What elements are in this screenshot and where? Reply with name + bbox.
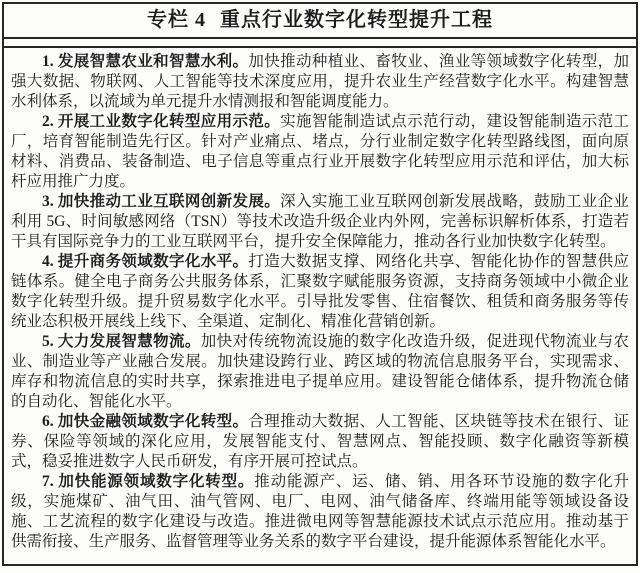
paragraph-text: 深入实施工业互联网创新发展战略，鼓励工业企业利用 5G、时间敏感网络（TSN）等技术改造升级企业内外网，完善标识解析体系，打造若干具有国际竞争力的工业互联网平台，提升安全保障能力，推动各行业加快数字化转型。 [11,193,629,250]
paragraph-text: 合理推动大数据、人工智能、区块链等技术在银行、证券、保险等领域的深化应用，发展智能支付、智慧网点、智能投顾、数字化融资等新模式，稳妥推进数字人民币研发，有序开展可控试点。 [11,413,629,470]
paragraph-4 [11,252,629,332]
paragraph-text: 加快推动种植业、畜牧业、渔业等领域数字化转型，加强大数据、物联网、人工智能等技术深度应用，提升农业生产经营数字化水平。构建智慧水利体系，以流域为单元提升水情测报和智能调度能力。 [11,53,629,110]
title-body-divider-gap [4,39,636,46]
column-body [4,46,636,564]
paragraph-6 [11,412,629,472]
paragraph-lead: 2. 开展工业数字化转型应用示范。 [42,113,281,130]
column-title-bar [4,4,636,39]
paragraph-1 [11,52,629,112]
paragraph-lead: 6. 加快金融领域数字化转型。 [42,413,249,430]
paragraph-7 [11,472,629,552]
paragraph-text: 推动能源产、运、储、销、用各环节设施的数字化升级，实施煤矿、油气田、油气管网、电厂、电网、油气储备库、终端用能等领域设备设施、工艺流程的数字化建设与改造。推进微电网等智慧能源技术试点示范应用。推动基于供需衔接、生产服务、监督管理等业务关系的数字平台建设，提升能源体系智能化水平。 [11,473,629,550]
paragraph-2 [11,112,629,192]
paragraph-lead: 4. 提升商务领域数字化水平。 [42,253,249,270]
paragraph-text: 打造大数据支撑、网络化共享、智能化协作的智慧供应链体系。健全电子商务公共服务体系，汇聚数字赋能服务资源，支持商务领域中小微企业数字化转型升级。提升贸易数字化水平。引导批发零售、住宿餐饮、租赁和商务服务等传统业态积极开展线上线下、全渠道、定制化、精准化营销创新。 [11,253,629,330]
paragraph-lead: 1. 发展智慧农业和智慧水利。 [42,53,249,70]
paragraph-lead: 5. 大力发展智慧物流。 [42,333,201,350]
paragraph-text: 加快对传统物流设施的数字化改造升级，促进现代物流业与农业、制造业等产业融合发展。加快建设跨行业、跨区域的物流信息服务平台，实现需求、库存和物流信息的实时共享，探索推进电子提单应用。建设智能仓储体系，提升物流仓储的自动化、智能化水平。 [11,333,629,410]
paragraph-lead: 7. 加快能源领域数字化转型。 [42,473,255,490]
paragraph-3 [11,192,629,252]
column-title-prefix: 专栏 4 [147,9,206,31]
paragraph-lead: 3. 加快推动工业互联网创新发展。 [42,193,281,210]
paragraph-text: 实施智能制造试点示范行动，建设智能制造示范工厂，培育智能制造先行区。针对产业痛点、堵点，分行业制定数字化转型路线图，面向原材料、消费品、装备制造、电子信息等重点行业开展数字化转型应用示范和评估，加大标杆应用推广力度。 [11,113,629,190]
paragraph-5 [11,332,629,412]
column-box [2,2,638,566]
column-title-main: 重点行业数字化转型提升工程 [220,9,493,31]
